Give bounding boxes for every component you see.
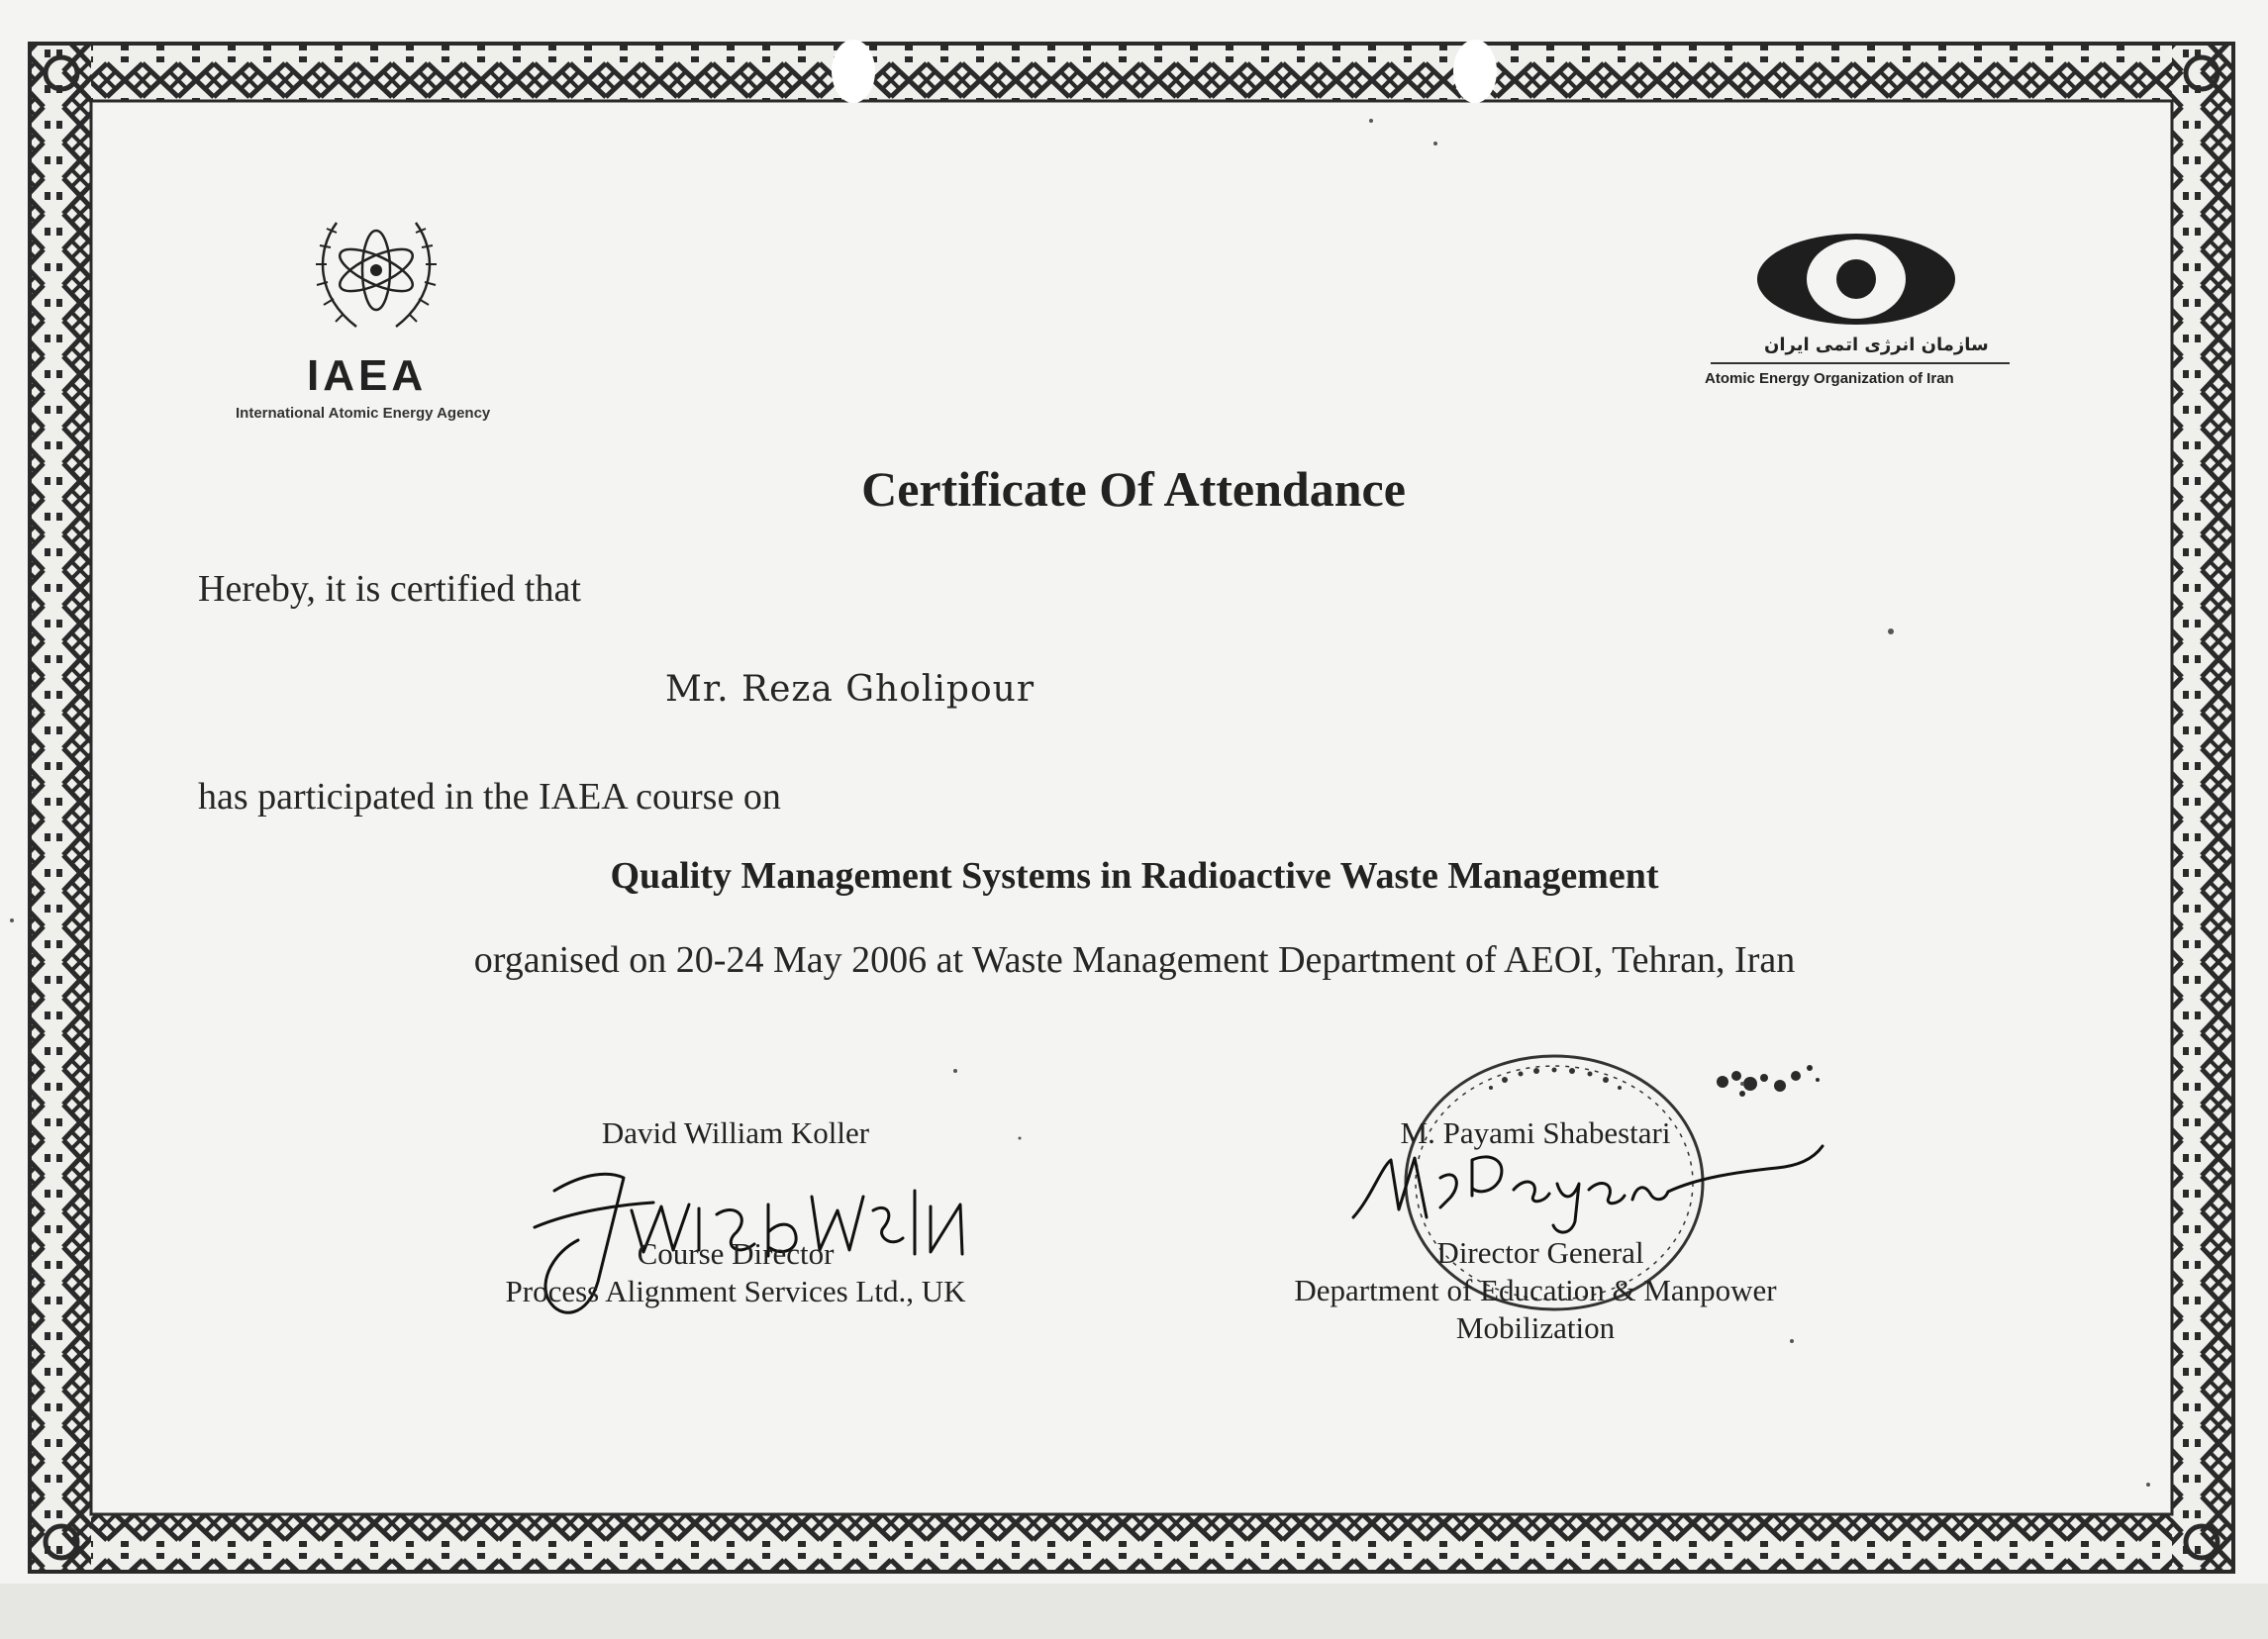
iaea-acronym: IAEA — [307, 351, 428, 400]
iaea-logo — [228, 203, 525, 431]
signatory-2-name: M. Payami Shabestari — [1400, 1115, 1671, 1150]
participation-line: has participated in the IAEA course on — [198, 776, 781, 818]
certificate-title: Certificate Of Attendance — [861, 461, 1406, 517]
punch-hole-left — [832, 40, 875, 103]
signatory-2-organization-line2: Mobilization — [1455, 1310, 1616, 1345]
iaea-atom-wreath-icon — [297, 203, 455, 341]
aeoi-persian-name: سازمان انرژی اتمی ایران — [1764, 335, 1989, 355]
ink-blot — [1703, 1054, 1831, 1113]
course-details: organised on 20-24 May 2006 at Waste Management Department of AEOI, Tehran, Iran — [473, 939, 1796, 981]
signatory-2-organization-line1: Department of Education & Manpower — [1294, 1273, 1777, 1307]
signatory-1-organization: Process Alignment Services Ltd., UK — [505, 1274, 966, 1308]
recipient-name: Mr. Reza Gholipour — [665, 669, 1035, 710]
signatory-1-name: David William Koller — [601, 1115, 870, 1150]
signatory-2-role: Director General — [1436, 1235, 1644, 1270]
aeoi-logo — [1703, 228, 2010, 396]
aeoi-divider — [1711, 362, 2010, 364]
aeoi-english-name: Atomic Energy Organization of Iran — [1705, 370, 1954, 387]
signatory-1-role: Course Director — [637, 1236, 835, 1271]
punch-hole-right — [1453, 40, 1497, 103]
course-name: Quality Management Systems in Radioactive Waste Management — [610, 855, 1659, 897]
iaea-full-name: International Atomic Energy Agency — [236, 405, 491, 422]
signatory-2-signature — [1341, 1138, 1836, 1247]
aeoi-eye-icon — [1752, 228, 1960, 327]
intro-line: Hereby, it is certified that — [198, 568, 581, 610]
